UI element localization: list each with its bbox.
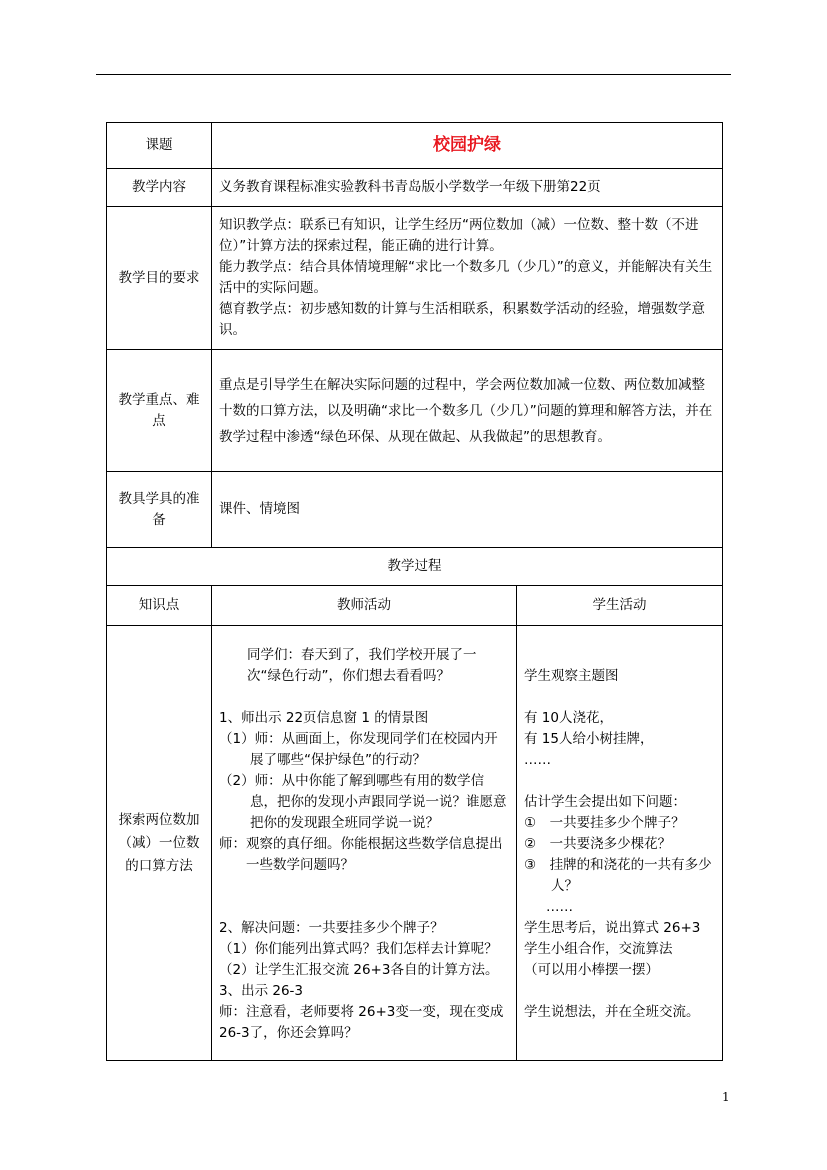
objective-knowledge: 知识教学点：联系已有知识，让学生经历“两位数加（减）一位数、整十数（不进位）”计算方法的探索过程，能正确的进行计算。 — [219, 217, 699, 254]
student-group: 学生小组合作，交流算法 — [524, 941, 673, 957]
row-materials — [107, 472, 723, 548]
teacher-q1: （1）师：从画面上，你发现同学们在校园内开展了哪些“保护绿色”的行动？ — [219, 731, 498, 768]
teacher-step3: 3、出示 26-3 — [219, 983, 304, 999]
teacher-q3: 师：观察的真仔细。你能根据这些数学信息提出一些数学问题吗？ — [219, 836, 503, 873]
lesson-plan-table — [106, 122, 723, 1061]
objectives-label: 教学目的要求 — [107, 207, 212, 350]
col-knowledge-header: 知识点 — [107, 586, 212, 626]
page-number: 1 — [722, 1090, 730, 1104]
row-column-headers — [107, 586, 723, 626]
spacer — [524, 981, 716, 1002]
student-stick: （可以用小棒摆一摆） — [524, 962, 659, 978]
materials-label: 教具学具的准备 — [107, 472, 212, 548]
spacer — [524, 687, 716, 708]
materials-value: 课件、情境图 — [212, 472, 723, 548]
spacer — [219, 687, 510, 708]
student-dots1: …… — [524, 752, 551, 768]
content-value: 义务教育课程标准实验教科书青岛版小学数学一年级下册第22页 — [212, 169, 723, 207]
lesson-title: 校园护绿 — [212, 123, 723, 169]
student-info1: 有 10人浇花， — [524, 710, 613, 726]
objectives-cell — [212, 207, 723, 350]
objective-ability: 能力教学点：结合具体情境理解“求比一个数多几（少几）”的意义，并能解决有关生活中的实际问题。 — [219, 259, 713, 296]
keypoints-value: 重点是引导学生在解决实际问题的过程中，学会两位数加减一位数、两位数加减整十数的口算方法，以及明确“求比一个数多几（少几）”问题的算理和解答方法，并在教学过程中渗透“绿色环保、从现在做起、从我做起”的思想教育。 — [212, 350, 723, 472]
teacher-step3-text: 师：注意看，老师要将 26+3变一变，现在变成 26-3了，你还会算吗？ — [219, 1004, 504, 1041]
teacher-step2a: （1）你们能列出算式吗？我们怎样去计算呢？ — [219, 941, 498, 957]
student-dots2: …… — [546, 899, 573, 915]
row-objectives — [107, 207, 723, 350]
teacher-step2: 2、解决问题：一共要挂多少个牌子？ — [219, 920, 444, 936]
teacher-intro: 同学们：春天到了，我们学校开展了一次“绿色行动”，你们想去看看吗？ — [247, 647, 477, 684]
student-problem3: ③ 挂牌的和浇花的一共有多少人？ — [524, 857, 712, 894]
objective-moral: 德育教学点：初步感知数的计算与生活相联系，积累数学活动的经验，增强数学意识。 — [219, 301, 705, 338]
student-estimate: 估计学生会提出如下问题： — [524, 794, 686, 810]
teacher-activity — [212, 626, 517, 1061]
process-header: 教学过程 — [107, 548, 723, 586]
header-rule — [96, 74, 731, 75]
content-label: 教学内容 — [107, 169, 212, 207]
col-student-header: 学生活动 — [517, 586, 723, 626]
col-teacher-header: 教师活动 — [212, 586, 517, 626]
student-info2: 有 15人给小树挂牌， — [524, 731, 654, 747]
row-content — [107, 169, 723, 207]
student-observe: 学生观察主题图 — [524, 668, 619, 684]
row-topic — [107, 123, 723, 169]
spacer — [524, 771, 716, 792]
row-keypoints — [107, 350, 723, 472]
spacer — [219, 876, 510, 918]
teacher-step1: 1、师出示 22页信息窗 1 的情景图 — [219, 710, 429, 726]
student-problem2: ② 一共要浇多少棵花？ — [524, 836, 672, 852]
teacher-q2: （2）师：从中你能了解到哪些有用的数学信息，把你的发现小声跟同学说一说？谁愿意把你的发现跟全班同学说一说？ — [219, 773, 507, 831]
student-think: 学生思考后，说出算式 26+3 — [524, 920, 701, 936]
row-section-content — [107, 626, 723, 1061]
topic-label: 课题 — [107, 123, 212, 169]
student-problem1: ① 一共要挂多少个牌子？ — [524, 815, 685, 831]
keypoints-label: 教学重点、难点 — [107, 350, 212, 472]
student-activity — [517, 626, 723, 1061]
knowledge-point: 探索两位数加（减）一位数的口算方法 — [107, 626, 212, 1061]
student-share: 学生说想法，并在全班交流。 — [524, 1004, 700, 1020]
teacher-step2b: （2）让学生汇报交流 26+3各自的计算方法。 — [219, 962, 499, 978]
row-process-header — [107, 548, 723, 586]
